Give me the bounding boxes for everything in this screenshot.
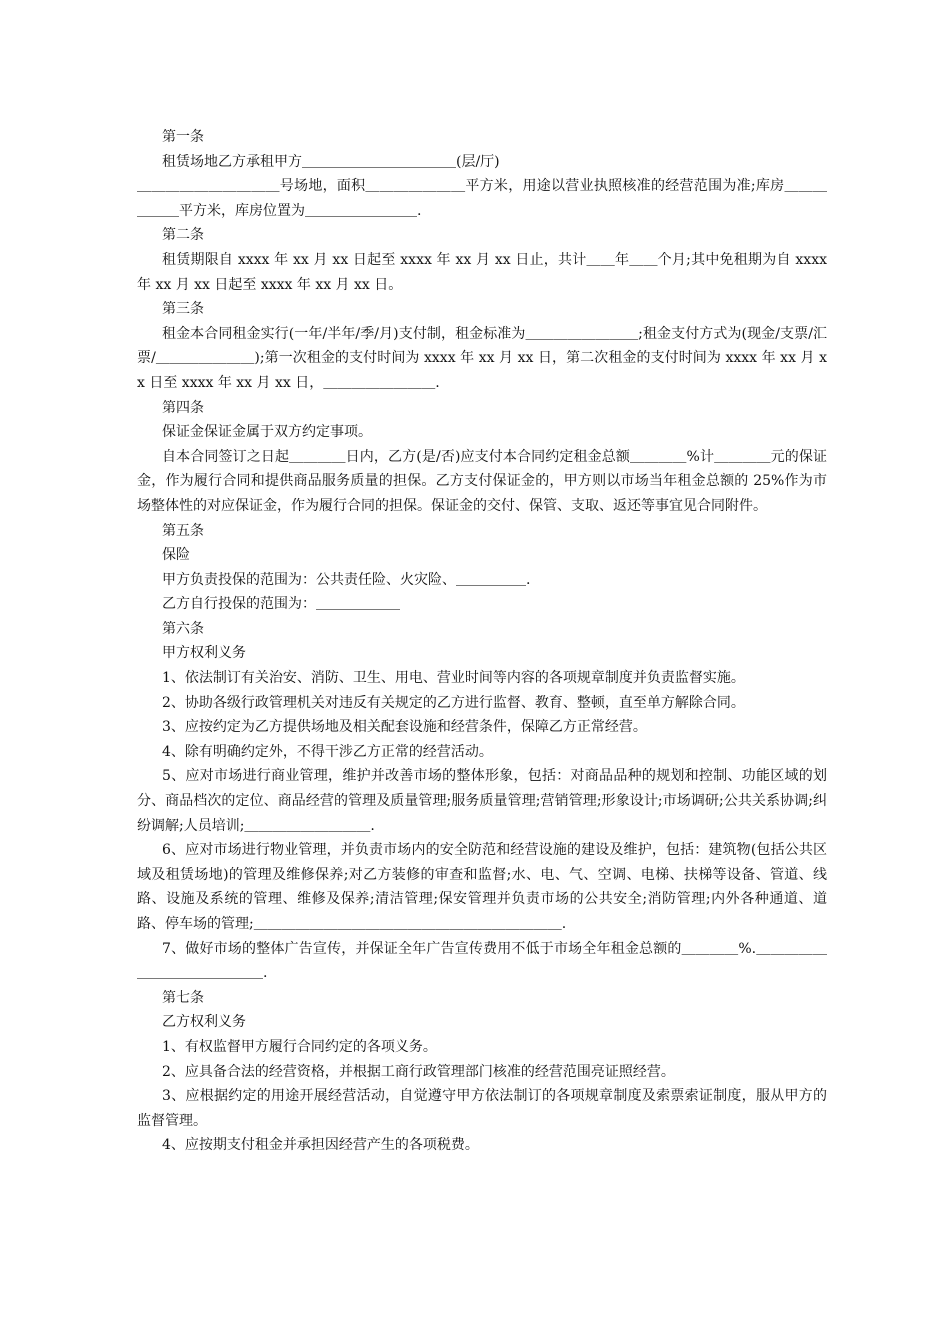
article-6-item-7: 7、做好市场的整体广告宣传，并保证全年广告宣传费用不低于市场全年租金总额的＿＿＿＿%.＿＿＿＿＿＿＿＿＿＿＿＿＿＿. (137, 940, 827, 982)
article-7-item-3: 3、应根据约定的用途开展经营活动，自觉遵守甲方依法制订的各项规章制度及索票索证制度，服从甲方的监督管理。 (137, 1088, 827, 1129)
contract-page (137, 125, 827, 1158)
article-2-body: 租赁期限自 xxxx 年 xx 月 xx 日起至 xxxx 年 xx 月 xx 日止，共计＿＿年＿＿个月;其中免租期为自 xxxx 年 xx 月 xx 日起至 xxxx 年 xx 月 xx 日。 (137, 251, 827, 293)
article-5-party-a: 甲方负责投保的范围为：公共责任险、火灾险、＿＿＿＿＿. (162, 571, 531, 588)
article-3-heading: 第三条 (162, 301, 204, 318)
article-4-heading: 第四条 (162, 399, 204, 416)
article-4-title: 保证金保证金属于双方约定事项。 (162, 424, 372, 441)
article-7-item-2: 2、应具备合法的经营资格，并根据工商行政管理部门核准的经营范围亮证照经营。 (162, 1063, 675, 1080)
article-3-body: 租金本合同租金实行(一年/半年/季/月)支付制，租金标准为＿＿＿＿＿＿＿＿;租金支付方式为(现金/支票/汇票/＿＿＿＿＿＿＿);第一次租金的支付时间为 xxxx 年 xx 月 xx 日，第二次租金的支付时间为 xxxx 年 xx 月 xx 日至 xxxx 年 xx 月 xx 日，＿＿＿＿＿＿＿＿. (137, 325, 827, 391)
article-6-item-1: 1、依法制订有关治安、消防、卫生、用电、营业时间等内容的各项规章制度并负责监督实施。 (162, 670, 745, 687)
article-1-heading: 第一条 (162, 129, 204, 145)
article-5-title: 保险 (162, 547, 190, 564)
article-5-party-b: 乙方自行投保的范围为：＿＿＿＿＿＿ (162, 596, 400, 613)
article-6-heading: 第六条 (162, 620, 204, 637)
article-7-title: 乙方权利义务 (162, 1014, 246, 1031)
article-6-title: 甲方权利义务 (162, 645, 246, 662)
article-7-heading: 第七条 (162, 989, 204, 1006)
article-6-item-2: 2、协助各级行政管理机关对违反有关规定的乙方进行监督、教育、整顿，直至单方解除合同。 (162, 694, 745, 711)
article-6-item-4: 4、除有明确约定外，不得干涉乙方正常的经营活动。 (162, 743, 493, 760)
article-2-heading: 第二条 (162, 227, 204, 244)
article-6-item-3: 3、应按约定为乙方提供场地及相关配套设施和经营条件，保障乙方正常经营。 (162, 719, 647, 736)
article-6-item-5: 5、应对市场进行商业管理，维护并改善市场的整体形象，包括：对商品品种的规划和控制、功能区域的划分、商品档次的定位、商品经营的管理及质量管理;服务质量管理;营销管理;形象设计;市场调研;公共关系协调;纠纷调解;人员培训;＿＿＿＿＿＿＿＿＿. (137, 768, 827, 834)
article-1-line-1: 租赁场地乙方承租甲方＿＿＿＿＿＿＿＿＿＿＿(层/厅) (162, 153, 500, 170)
article-6-item-6: 6、应对市场进行物业管理，并负责市场内的安全防范和经营设施的建设及维护，包括：建筑物(包括公共区域及租赁场地)的管理及维修保养;对乙方装修的审查和监督;水、电、气、空调、电梯、扶梯等设备、管道、线路、设施及系统的管理、维修及保养;清洁管理;保安管理并负责市场的公共安全;消防管理;内外各种通道、道路、停车场的管理;＿＿＿＿＿＿＿＿＿＿＿＿＿＿＿＿＿＿＿＿＿＿. (137, 842, 827, 932)
article-4-body: 自本合同签订之日起＿＿＿＿日内，乙方(是/否)应支付本合同约定租金总额＿＿＿＿%计＿＿＿＿元的保证金，作为履行合同和提供商品服务质量的担保。乙方支付保证金的，甲方则以市场当年租金总额的 25%作为市场整体性的对应保证金，作为履行合同的担保。保证金的交付、保管、支取、返还等事宜见合同附件。 (137, 448, 827, 514)
article-1-line-2: ＿＿＿＿＿＿＿＿＿＿号场地，面积＿＿＿＿＿＿＿平方米，用途以营业执照核准的经营范围为准;库房＿＿＿＿＿＿平方米，库房位置为＿＿＿＿＿＿＿＿. (137, 178, 827, 219)
article-7-item-1: 1、有权监督甲方履行合同约定的各项义务。 (162, 1038, 437, 1055)
article-5-heading: 第五条 (162, 522, 204, 539)
article-7-item-4: 4、应按期支付租金并承担因经营产生的各项税费。 (162, 1137, 479, 1154)
